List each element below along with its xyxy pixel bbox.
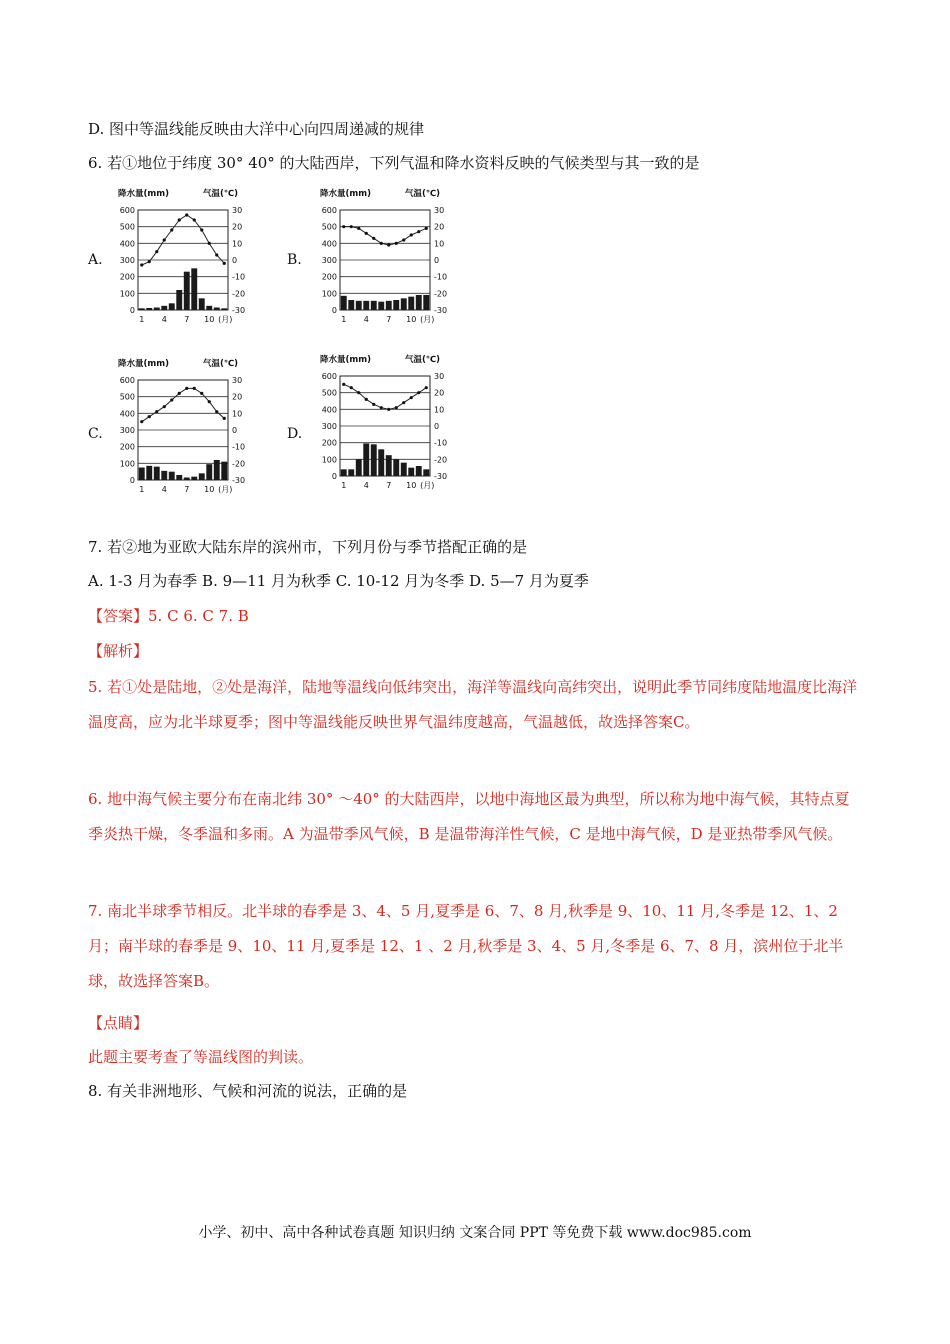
precip-bar <box>393 459 399 476</box>
temp-point <box>148 415 151 418</box>
chart-b-option-label: B. <box>287 252 302 268</box>
temp-point <box>380 406 383 409</box>
chart-a <box>110 184 260 330</box>
precip-tick-label: 400 <box>321 405 337 415</box>
precip-tick-label: 500 <box>119 222 135 232</box>
temp-tick-label: -20 <box>232 459 246 469</box>
precip-tick-label: 600 <box>321 206 337 215</box>
temp-axis-label: 气温(℃) <box>203 189 239 199</box>
precip-bar <box>371 301 377 310</box>
temp-point <box>417 230 420 233</box>
precip-bar <box>348 300 354 310</box>
precip-tick-label: 600 <box>321 372 337 381</box>
precip-bar <box>206 306 212 310</box>
temp-tick-label: 20 <box>232 392 243 402</box>
precip-tick-label: 300 <box>321 256 337 265</box>
precip-bar <box>206 464 212 480</box>
month-tick-label: 4 <box>363 481 369 490</box>
temp-point <box>193 218 196 221</box>
temp-point <box>140 263 143 266</box>
temp-point <box>372 403 375 406</box>
temp-tick-label: 30 <box>232 206 243 215</box>
temp-tick-label: -10 <box>232 442 246 452</box>
temp-tick-label: 20 <box>434 222 445 232</box>
temp-point <box>163 238 166 241</box>
temp-tick-label: -30 <box>232 306 246 315</box>
precip-axis-label: 降水量(mm) <box>118 189 169 199</box>
precip-tick-label: 200 <box>321 272 337 282</box>
precip-tick-label: 300 <box>321 422 337 431</box>
temp-tick-label: 30 <box>434 372 445 381</box>
temp-tick-label: 10 <box>232 239 243 249</box>
month-tick-label: 1 <box>139 485 145 494</box>
temp-point <box>417 391 420 394</box>
precip-bar <box>214 308 220 311</box>
question-7-options: A. 1-3 月为春季 B. 9—11 月为秋季 C. 10-12 月为冬季 D. 5—7 月为夏季 <box>88 572 589 590</box>
temp-point <box>357 227 360 230</box>
temp-point <box>178 392 181 395</box>
month-tick-label: 1 <box>341 481 347 490</box>
precip-bar <box>191 268 197 310</box>
precip-axis-label: 降水量(mm) <box>320 355 371 365</box>
precip-tick-label: 300 <box>119 426 135 435</box>
precip-tick-label: 0 <box>331 472 337 481</box>
precip-bar <box>393 300 399 310</box>
temp-point <box>387 243 390 246</box>
month-tick-label: 4 <box>161 315 167 324</box>
temp-point <box>350 386 353 389</box>
question-7: 7. 若②地为亚欧大陆东岸的滨州市，下列月份与季节搭配正确的是 <box>88 538 528 556</box>
temp-point <box>200 228 203 231</box>
temp-tick-label: -10 <box>434 272 448 282</box>
precip-bar <box>378 302 384 310</box>
temp-axis-label: 气温(℃) <box>203 359 239 369</box>
precip-bar <box>363 301 369 310</box>
month-tick-label: 10 <box>204 315 215 324</box>
temp-point <box>185 213 188 216</box>
month-tick-label: 1 <box>341 315 347 324</box>
analysis-heading: 【解析】 <box>88 642 149 660</box>
temp-point <box>342 383 345 386</box>
precip-bar <box>221 308 227 310</box>
month-tick-label: 1 <box>139 315 145 324</box>
precip-tick-label: 500 <box>321 222 337 232</box>
precip-tick-label: 100 <box>321 289 337 299</box>
temp-point <box>178 218 181 221</box>
precip-axis-label: 降水量(mm) <box>118 359 169 369</box>
precip-tick-label: 200 <box>119 442 135 452</box>
month-tick-label: 10 <box>406 481 417 490</box>
precip-tick-label: 500 <box>321 388 337 398</box>
precip-bar <box>408 297 414 310</box>
temp-point <box>193 387 196 390</box>
precip-bar <box>139 468 145 481</box>
precip-bar <box>199 473 205 480</box>
precip-tick-label: 200 <box>321 438 337 448</box>
temp-line <box>344 384 427 409</box>
temp-tick-label: -20 <box>232 289 246 299</box>
precip-bar <box>184 478 190 481</box>
question-6: 6. 若①地位于纬度 30° 40° 的大陆西岸，下列气温和降水资料反映的气候类型与其一致的是 <box>88 154 700 172</box>
temp-tick-label: -30 <box>232 476 246 485</box>
precip-bar <box>199 298 205 310</box>
precip-bar <box>154 467 160 480</box>
chart-c-option-label: C. <box>88 426 103 442</box>
precip-bar <box>139 308 145 310</box>
precip-tick-label: 400 <box>119 239 135 249</box>
temp-tick-label: -30 <box>434 472 448 481</box>
precip-bar <box>161 306 167 310</box>
temp-tick-label: 30 <box>232 376 243 385</box>
temp-axis-label: 气温(℃) <box>405 355 441 365</box>
precip-bar <box>161 471 167 480</box>
temp-tick-label: -20 <box>434 289 448 299</box>
temp-point <box>155 410 158 413</box>
temp-point <box>350 225 353 228</box>
temp-point <box>155 250 158 253</box>
temp-tick-label: -20 <box>434 455 448 465</box>
temp-tick-label: 0 <box>434 256 440 265</box>
precip-bar <box>146 308 152 310</box>
page-footer: 小学、初中、高中各种试卷真题 知识归纳 文案合同 PPT 等免费下载 www.doc985.com <box>198 1225 752 1241</box>
temp-point <box>223 417 226 420</box>
precip-bar <box>169 472 175 480</box>
month-unit-label: (月) <box>218 315 233 324</box>
precip-bar <box>371 444 377 476</box>
temp-point <box>223 262 226 265</box>
precip-bar <box>378 449 384 476</box>
temp-point <box>387 408 390 411</box>
option-d-line: D. 图中等温线能反映由大洋中心向四周递减的规律 <box>88 120 425 138</box>
month-unit-label: (月) <box>218 485 233 494</box>
precip-bar <box>416 295 422 310</box>
precip-tick-label: 200 <box>119 272 135 282</box>
temp-point <box>170 228 173 231</box>
precip-tick-label: 0 <box>331 306 337 315</box>
temp-tick-label: 20 <box>434 388 445 398</box>
precip-bar <box>356 301 362 310</box>
month-tick-label: 4 <box>363 315 369 324</box>
temp-point <box>208 242 211 245</box>
temp-point <box>395 242 398 245</box>
temp-point <box>395 406 398 409</box>
precip-bar <box>214 460 220 480</box>
precip-bar <box>356 459 362 476</box>
precip-bar <box>341 469 347 476</box>
temp-point <box>342 225 345 228</box>
temp-point <box>148 260 151 263</box>
temp-line <box>142 388 225 421</box>
temp-point <box>208 400 211 403</box>
temp-point <box>200 392 203 395</box>
temp-point <box>140 420 143 423</box>
temp-point <box>215 410 218 413</box>
precip-tick-label: 100 <box>119 459 135 469</box>
month-tick-label: 7 <box>184 315 190 324</box>
precip-bar <box>184 272 190 310</box>
temp-tick-label: 0 <box>232 426 238 435</box>
month-tick-label: 4 <box>161 485 167 494</box>
temp-tick-label: -30 <box>434 306 448 315</box>
chart-a-option-label: A. <box>88 252 103 268</box>
precip-axis-label: 降水量(mm) <box>320 189 371 199</box>
temp-tick-label: -10 <box>232 272 246 282</box>
temp-point <box>215 253 218 256</box>
precip-bar <box>169 303 175 310</box>
precip-tick-label: 600 <box>119 206 135 215</box>
temp-tick-label: 0 <box>232 256 238 265</box>
chart-b <box>312 184 462 330</box>
temp-tick-label: 30 <box>434 206 445 215</box>
precip-bar <box>221 462 227 480</box>
precip-bar <box>386 301 392 310</box>
temp-point <box>170 398 173 401</box>
month-tick-label: 7 <box>184 485 190 494</box>
temp-point <box>185 387 188 390</box>
precip-tick-label: 300 <box>119 256 135 265</box>
precip-bar <box>176 475 182 480</box>
question-8: 8. 有关非洲地形、气候和河流的说法，正确的是 <box>88 1082 408 1100</box>
precip-bar <box>401 463 407 476</box>
temp-tick-label: 10 <box>434 239 445 249</box>
temp-point <box>402 401 405 404</box>
answer-line: 【答案】5. C 6. C 7. B <box>88 607 249 625</box>
precip-bar <box>146 466 152 480</box>
precip-bar <box>191 477 197 480</box>
temp-tick-label: 0 <box>434 422 440 431</box>
precip-bar <box>363 444 369 477</box>
temp-line <box>344 227 427 245</box>
explanation-7: 7. 南北半球季节相反。北半球的春季是 3、4、5 月,夏季是 6、7、8 月,秋季是 9、10、11 月,冬季是 12、1、2 月；南半球的春季是 9、10、11 月,夏季是 12、1 、2 月,秋季是 3、4、5 月,冬季是 6、7、8 月，滨州位于北半球，故选择答案B。 <box>88 902 844 990</box>
precip-tick-label: 400 <box>119 409 135 419</box>
temp-tick-label: 10 <box>232 409 243 419</box>
precip-bar <box>416 466 422 476</box>
month-tick-label: 10 <box>204 485 215 494</box>
temp-point <box>425 386 428 389</box>
temp-axis-label: 气温(℃) <box>405 189 441 199</box>
dianjing-heading: 【点睛】 <box>88 1014 149 1032</box>
temp-point <box>410 396 413 399</box>
temp-point <box>365 398 368 401</box>
precip-tick-label: 0 <box>129 476 135 485</box>
month-unit-label: (月) <box>420 481 435 490</box>
month-tick-label: 7 <box>386 481 392 490</box>
precip-tick-label: 400 <box>321 239 337 249</box>
temp-point <box>372 237 375 240</box>
temp-tick-label: 10 <box>434 405 445 415</box>
temp-point <box>380 242 383 245</box>
temp-point <box>163 405 166 408</box>
precip-bar <box>401 298 407 310</box>
chart-c <box>110 354 260 500</box>
temp-point <box>425 227 428 230</box>
precip-tick-label: 600 <box>119 376 135 385</box>
precip-tick-label: 500 <box>119 392 135 402</box>
precip-bar <box>154 308 160 311</box>
month-unit-label: (月) <box>420 315 435 324</box>
temp-line <box>142 215 225 265</box>
precip-bar <box>423 469 429 476</box>
temp-point <box>357 391 360 394</box>
precip-bar <box>423 295 429 310</box>
temp-point <box>365 232 368 235</box>
temp-tick-label: -10 <box>434 438 448 448</box>
temp-point <box>402 238 405 241</box>
chart-d <box>312 350 462 496</box>
explanation-6: 6. 地中海气候主要分布在南北纬 30° ～40° 的大陆西岸，以地中海地区最为典型，所以称为地中海气候，其特点夏季炎热干燥，冬季温和多雨。A 为温带季风气候，B 是温带海洋性气候，C 是地中海气候，D 是亚热带季风气候。 <box>88 790 850 843</box>
precip-bar <box>341 296 347 310</box>
precip-tick-label: 100 <box>119 289 135 299</box>
dianjing-text: 此题主要考查了等温线图的判读。 <box>88 1048 314 1066</box>
precip-bar <box>386 455 392 476</box>
precip-tick-label: 0 <box>129 306 135 315</box>
precip-bar <box>348 469 354 476</box>
chart-d-option-label: D. <box>287 426 303 442</box>
precip-tick-label: 100 <box>321 455 337 465</box>
explanation-5: 5. 若①处是陆地，②处是海洋，陆地等温线向低纬突出，海洋等温线向高纬突出，说明此季节同纬度陆地温度比海洋温度高，应为北半球夏季；图中等温线能反映世界气温纬度越高，气温越低，故选择答案C。 <box>88 678 858 731</box>
month-tick-label: 10 <box>406 315 417 324</box>
temp-tick-label: 20 <box>232 222 243 232</box>
precip-bar <box>408 468 414 476</box>
month-tick-label: 7 <box>386 315 392 324</box>
precip-bar <box>176 290 182 310</box>
temp-point <box>410 233 413 236</box>
